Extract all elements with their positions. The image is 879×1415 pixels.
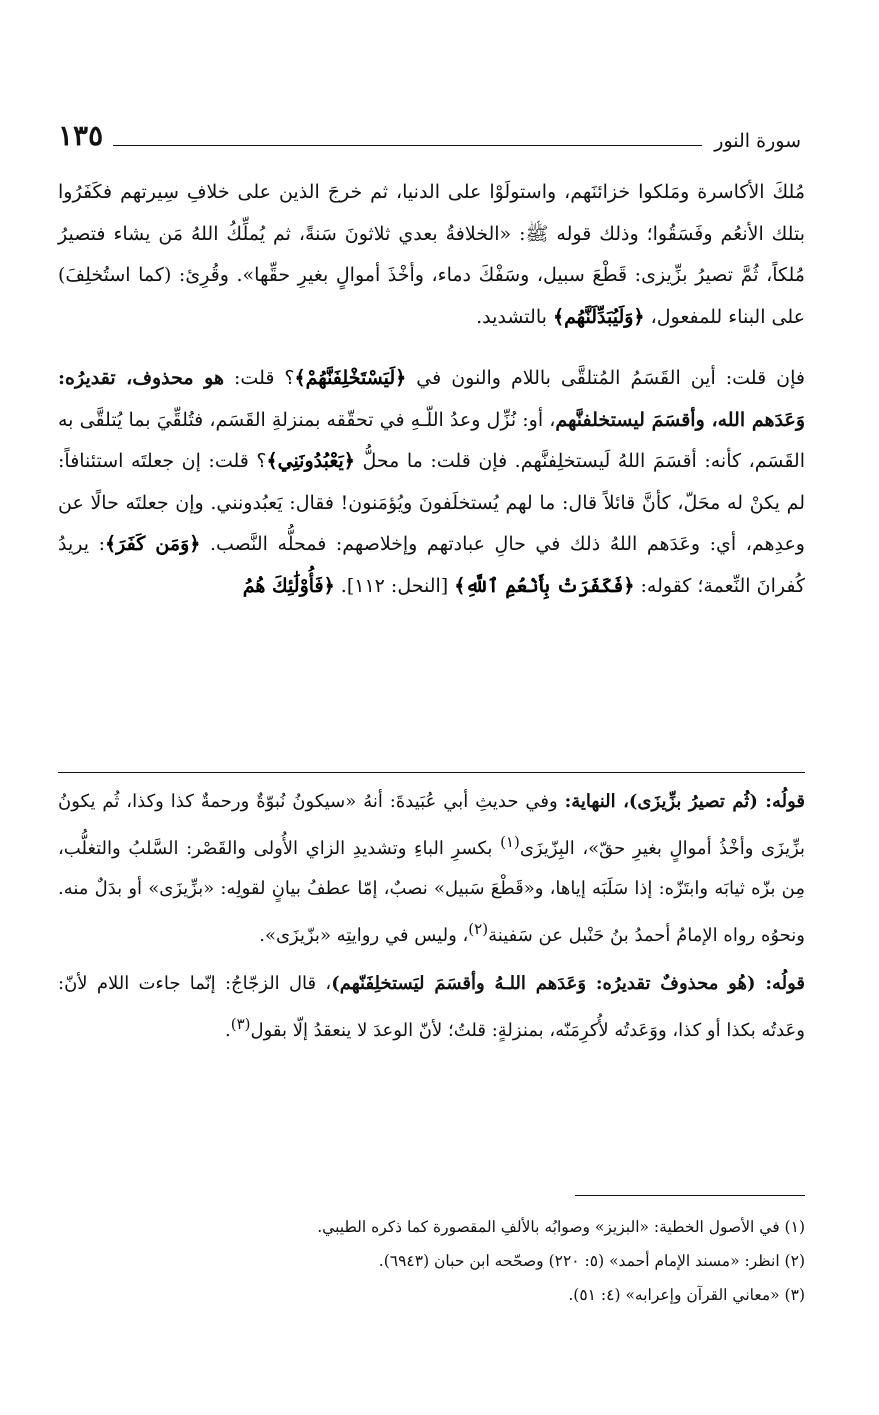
main-paragraph-1 (58, 172, 805, 338)
footnote-divider (575, 1195, 805, 1196)
text-run: ؟ قلت: (224, 367, 295, 389)
text-run: مُلكَ الأكاسرة ومَلكوا خزائنَهم، واستولَوْا على الدنيا، ثم خرجَ الذين على خلافِ سِيرتهم فكَفَرُوا بتلك الأنعُم وفَسَقُوا؛ وذلك قوله ﷺ: «الخلافةُ بعدي ثلاثونَ سَنةً، ثم يُملِّكُ اللهُ مَن يشاء فتصيرُ مُلكاً، ثُمَّ تصيرُ بزِّيزى: قَطْعَ سبيل، وسَفْكَ دماء، وأخْذَ أموالٍ بغيرِ حقِّها». وقُرِئ: (كما استُخلِفَ) على البناء للمفعول، (58, 181, 805, 328)
quran-verse: ﴿وَمَن كَفَرَ﴾ (105, 533, 201, 555)
text-run: : يريدُ كُفرانَ النِّعمة؛ كقوله: (58, 533, 805, 597)
commentary-label: قولُه: (هُو محذوفٌ تقديرُه: وَعَدَهم اللـهُ وأقسَمَ ليَستخلِفَنّهم) (331, 973, 805, 994)
commentary-label: قولُه: (ثُم تصيرُ بزِّيزَى)، النهاية: (564, 791, 805, 812)
main-paragraph-2 (58, 358, 805, 607)
footnote-1: (١) في الأصول الخطية: «البزيز» وصوابُه بالألفِ المقصورة كما ذكره الطيبي. (317, 1218, 805, 1236)
footnote-3: (٣) «معاني القرآن وإعرابه» (٤: ٥١). (568, 1286, 805, 1304)
text-run: ؟ قلت: إن جعلتَه استئنافاً: لم يكنْ له محَلّ، كأنَّ قائلاً قال: ما لهم يُستخلَفونَ ويُؤمَنون! فقال: يَعبُدونني. وإن جعلتَه حالًا عن وعدِهم، أي: وعَدَهم اللهُ ذلك في حالِ عبادتهم وإخلاصهم: فمحلُّه النَّصب. (58, 450, 805, 555)
commentary-paragraph-1 (58, 782, 805, 956)
commentary-paragraph-2 (58, 964, 805, 1051)
text-run: [النحل: ١١٢]. (334, 574, 455, 597)
header-rule (113, 145, 702, 146)
text-run: . (225, 1020, 231, 1041)
footnotes (58, 1210, 805, 1312)
quran-verse: ﴿يَعْبُدُونَنِي﴾ (266, 450, 355, 472)
quran-verse: ﴿فَأُوْلَٰئِكَ هُمُ (242, 574, 335, 597)
text-run: فإن قلت: أين القَسَمُ المُتلقَّى باللام والنون في (406, 367, 805, 389)
text-run: ، أو: نُزِّل وعدُ اللّـهِ في تحقّقه بمنزلةِ القَسَم، فتُلقِّيَ بما يُتلقَّى به القَسَم، كأنه: أقسَمَ اللهُ لَيستخلِفنَّهم. فإن قلت: ما محلُّ (58, 408, 805, 472)
footnote-ref[interactable]: (٢) (468, 920, 489, 938)
quran-verse: ﴿فَكَفَرَتْ بِأَنْعُمِ ٱللَّهِ﴾ (454, 574, 635, 597)
commentary (58, 782, 805, 1051)
main-text (58, 172, 805, 607)
bold-phrase: هو محذوف، تقديرُه: وَعَدَهم الله، وأقسَمَ ليستخلفنَّهم (58, 367, 805, 431)
section-divider (58, 772, 805, 773)
text-run: بالتشديد. (476, 305, 553, 328)
text-run: ، قال الزجّاجُ: إنّما جاءت اللام لأنّ: وعَدتُه بكذا أو كذا، ووَعَدتُه لأُكرِمَنّه، بمنزلةٍ: قلتُ؛ لأنّ الوعدَ لا ينعقدُ إلّا بقول (58, 973, 805, 1041)
text-run: ، وليس في روايتِه «بزّيزَى». (259, 925, 469, 946)
text-run: وفي حديثِ أبي عُبَيدةَ: أنهُ «سيكونُ نُبوّةٌ ورحمةٌ كذا وكذا، ثُم يكونُ بزِّيزَى وأخْذُ أموالٍ بغيرِ حقّ»، البِزّيزَى (58, 791, 806, 859)
footnote-ref[interactable]: (١) (500, 833, 520, 851)
quran-verse: ﴿لَيَسْتَخْلِفَنَّهُمْ﴾ (294, 367, 407, 389)
footnote-2: (٢) انظر: «مسند الإمام أحمد» (٥: ٢٢٠) وصحّحه ابن حبان (٦٩٤٣). (378, 1252, 805, 1270)
page-number: ١٣٥ (58, 119, 104, 152)
text-run: بكسرِ الباءِ وتشديدِ الزاي الأُولى والقَصْر: السَّلبُ والتغلُّب، مِن بزّه ثيابَه وابتَزّه: إذا سَلَبَه إياها، و«قَطْعَ سَبيل» نصبٌ، إمّا عطفُ بيانٍ لقولِه: «بزِّيزَى» أو بدَلٌ منه. ونحوُه رواه الإمامُ أحمدُ بنُ حَنْبل عن سَفينة (58, 838, 805, 946)
quran-verse: ﴿وَلَيُبَدِّلَنَّهُم﴾ (552, 305, 645, 328)
footnote-ref[interactable]: (٣) (230, 1015, 251, 1033)
surah-name: سورة النور (714, 130, 801, 152)
page-header (58, 112, 801, 152)
